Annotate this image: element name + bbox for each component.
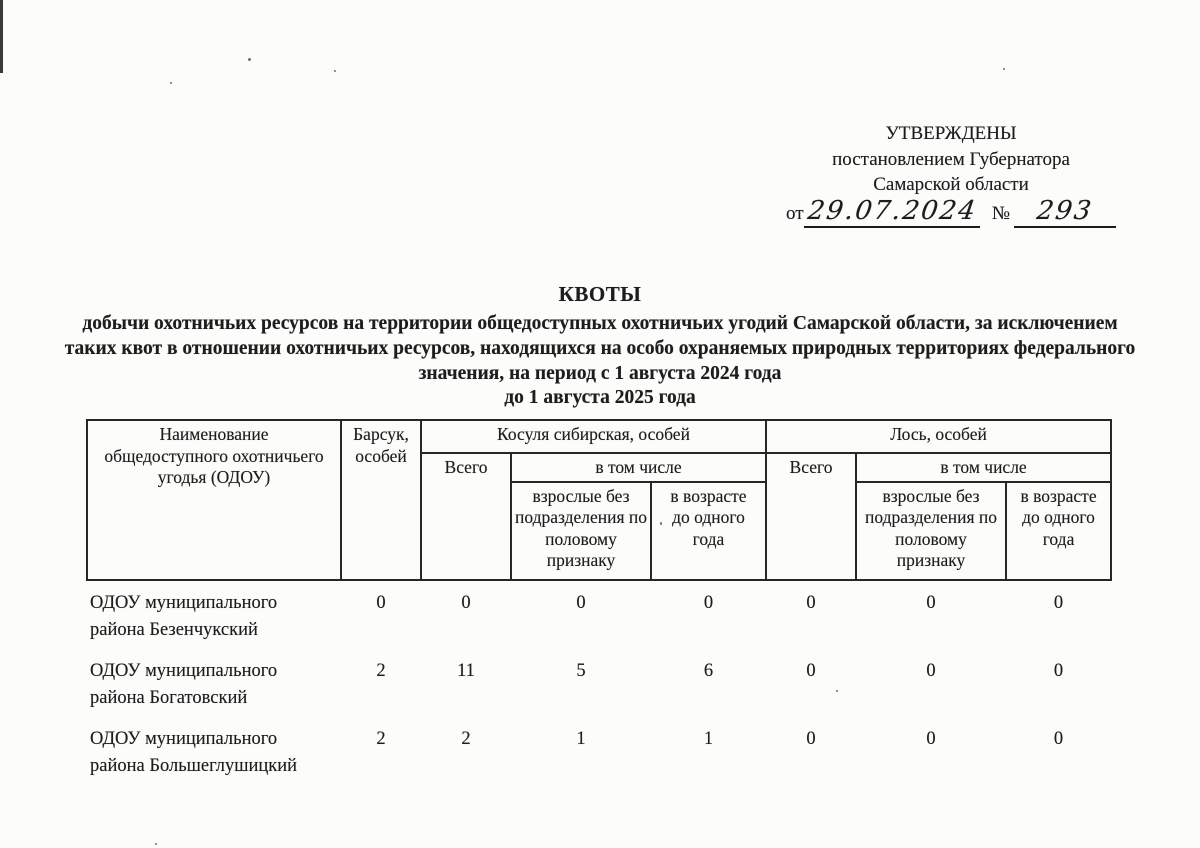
handwritten-number: 293 (1035, 195, 1095, 226)
cell-roe-total: 0 (461, 592, 471, 613)
document-subtitle-line: таких квот в отношении охотничьих ресурсов, находящихся на особо охраняемых природных территориях федерального (64, 337, 1136, 359)
header-moose-including: в том числе (856, 453, 1111, 482)
cell-roe-adults: 5 (576, 660, 586, 681)
quotas-table (86, 419, 1112, 787)
document-title: КВОТЫ (558, 282, 642, 306)
cell-roe-total: 2 (461, 728, 471, 749)
approval-line-resolution: постановлением Губернатора (832, 148, 1070, 170)
table-row (87, 580, 1111, 651)
cell-roe-total: 11 (457, 660, 475, 681)
handwritten-date-underline (804, 195, 980, 229)
document-subtitle-line: значения, на период с 1 августа 2024 года (418, 362, 782, 384)
cell-moose-young: 0 (1053, 592, 1064, 613)
row-name: ОДОУ муниципального района Большеглушицкий (90, 728, 298, 776)
header-roe-adults: взрослые без подразделения по половому признаку (511, 482, 651, 580)
row-name: ОДОУ муниципального района Безенчукский (90, 592, 278, 640)
header-roe-young: в возрасте до одного года (651, 482, 766, 580)
cell-moose-total: 0 (806, 728, 816, 749)
table-row (87, 719, 1111, 787)
cell-roe-young: 1 (703, 728, 714, 749)
header-badger: Барсук, особей (341, 420, 421, 580)
cell-moose-total: 0 (806, 660, 816, 681)
cell-badger: 0 (376, 592, 386, 613)
scan-speckle (155, 843, 157, 845)
approval-date-label: от (786, 202, 804, 224)
header-roe-total: Всего (421, 453, 511, 580)
cell-moose-adults: 0 (926, 660, 936, 681)
document-subtitle-line: добычи охотничьих ресурсов на территории общедоступных охотничьих угодий Самарской области, за исключением (82, 313, 1118, 334)
approval-date-number-line (786, 195, 1116, 229)
row-name: ОДОУ муниципального района Богатовский (90, 660, 278, 708)
handwritten-number-underline (1014, 195, 1116, 229)
header-moose-total: Всего (766, 453, 856, 580)
quotas-table-container (86, 419, 1112, 787)
cell-roe-adults: 1 (576, 728, 586, 749)
header-group-moose: Лось, особей (766, 420, 1111, 453)
header-roe-including: в том числе (511, 453, 766, 482)
cell-roe-young: 6 (703, 660, 714, 681)
cell-badger: 2 (376, 728, 386, 749)
approval-line-approved: УТВЕРЖДЕНЫ (885, 123, 1017, 144)
cell-badger: 2 (376, 660, 386, 681)
cell-moose-adults: 0 (926, 592, 936, 613)
table-row (87, 651, 1111, 719)
cell-moose-total: 0 (806, 592, 816, 613)
header-hunting-ground-name: Наименование общедоступного охотничьего угодья (ОДОУ) (87, 420, 341, 580)
cell-moose-adults: 0 (926, 728, 936, 749)
cell-roe-young: 0 (703, 592, 714, 613)
header-moose-young: в возрасте до одного года (1006, 482, 1111, 580)
cell-roe-adults: 0 (576, 592, 586, 613)
cell-moose-young: 0 (1053, 728, 1064, 749)
scan-speckle (170, 82, 172, 84)
scan-speckle (334, 70, 336, 72)
approval-line-region: Самарской области (873, 174, 1029, 195)
header-group-roe-deer: Косуля сибирская, особей (421, 420, 766, 453)
handwritten-date: 29.07.2024 (805, 195, 979, 226)
scan-speckle (1003, 68, 1005, 70)
document-subtitle-line: до 1 августа 2025 года (504, 387, 696, 409)
document-heading (0, 282, 1200, 411)
cell-moose-young: 0 (1053, 660, 1064, 681)
scan-speckle (248, 58, 251, 61)
approval-number-label: № (991, 202, 1010, 224)
scan-edge-artifact (0, 0, 3, 73)
header-moose-adults: взрослые без подразделения по половому признаку (856, 482, 1006, 580)
approval-block (786, 121, 1116, 228)
